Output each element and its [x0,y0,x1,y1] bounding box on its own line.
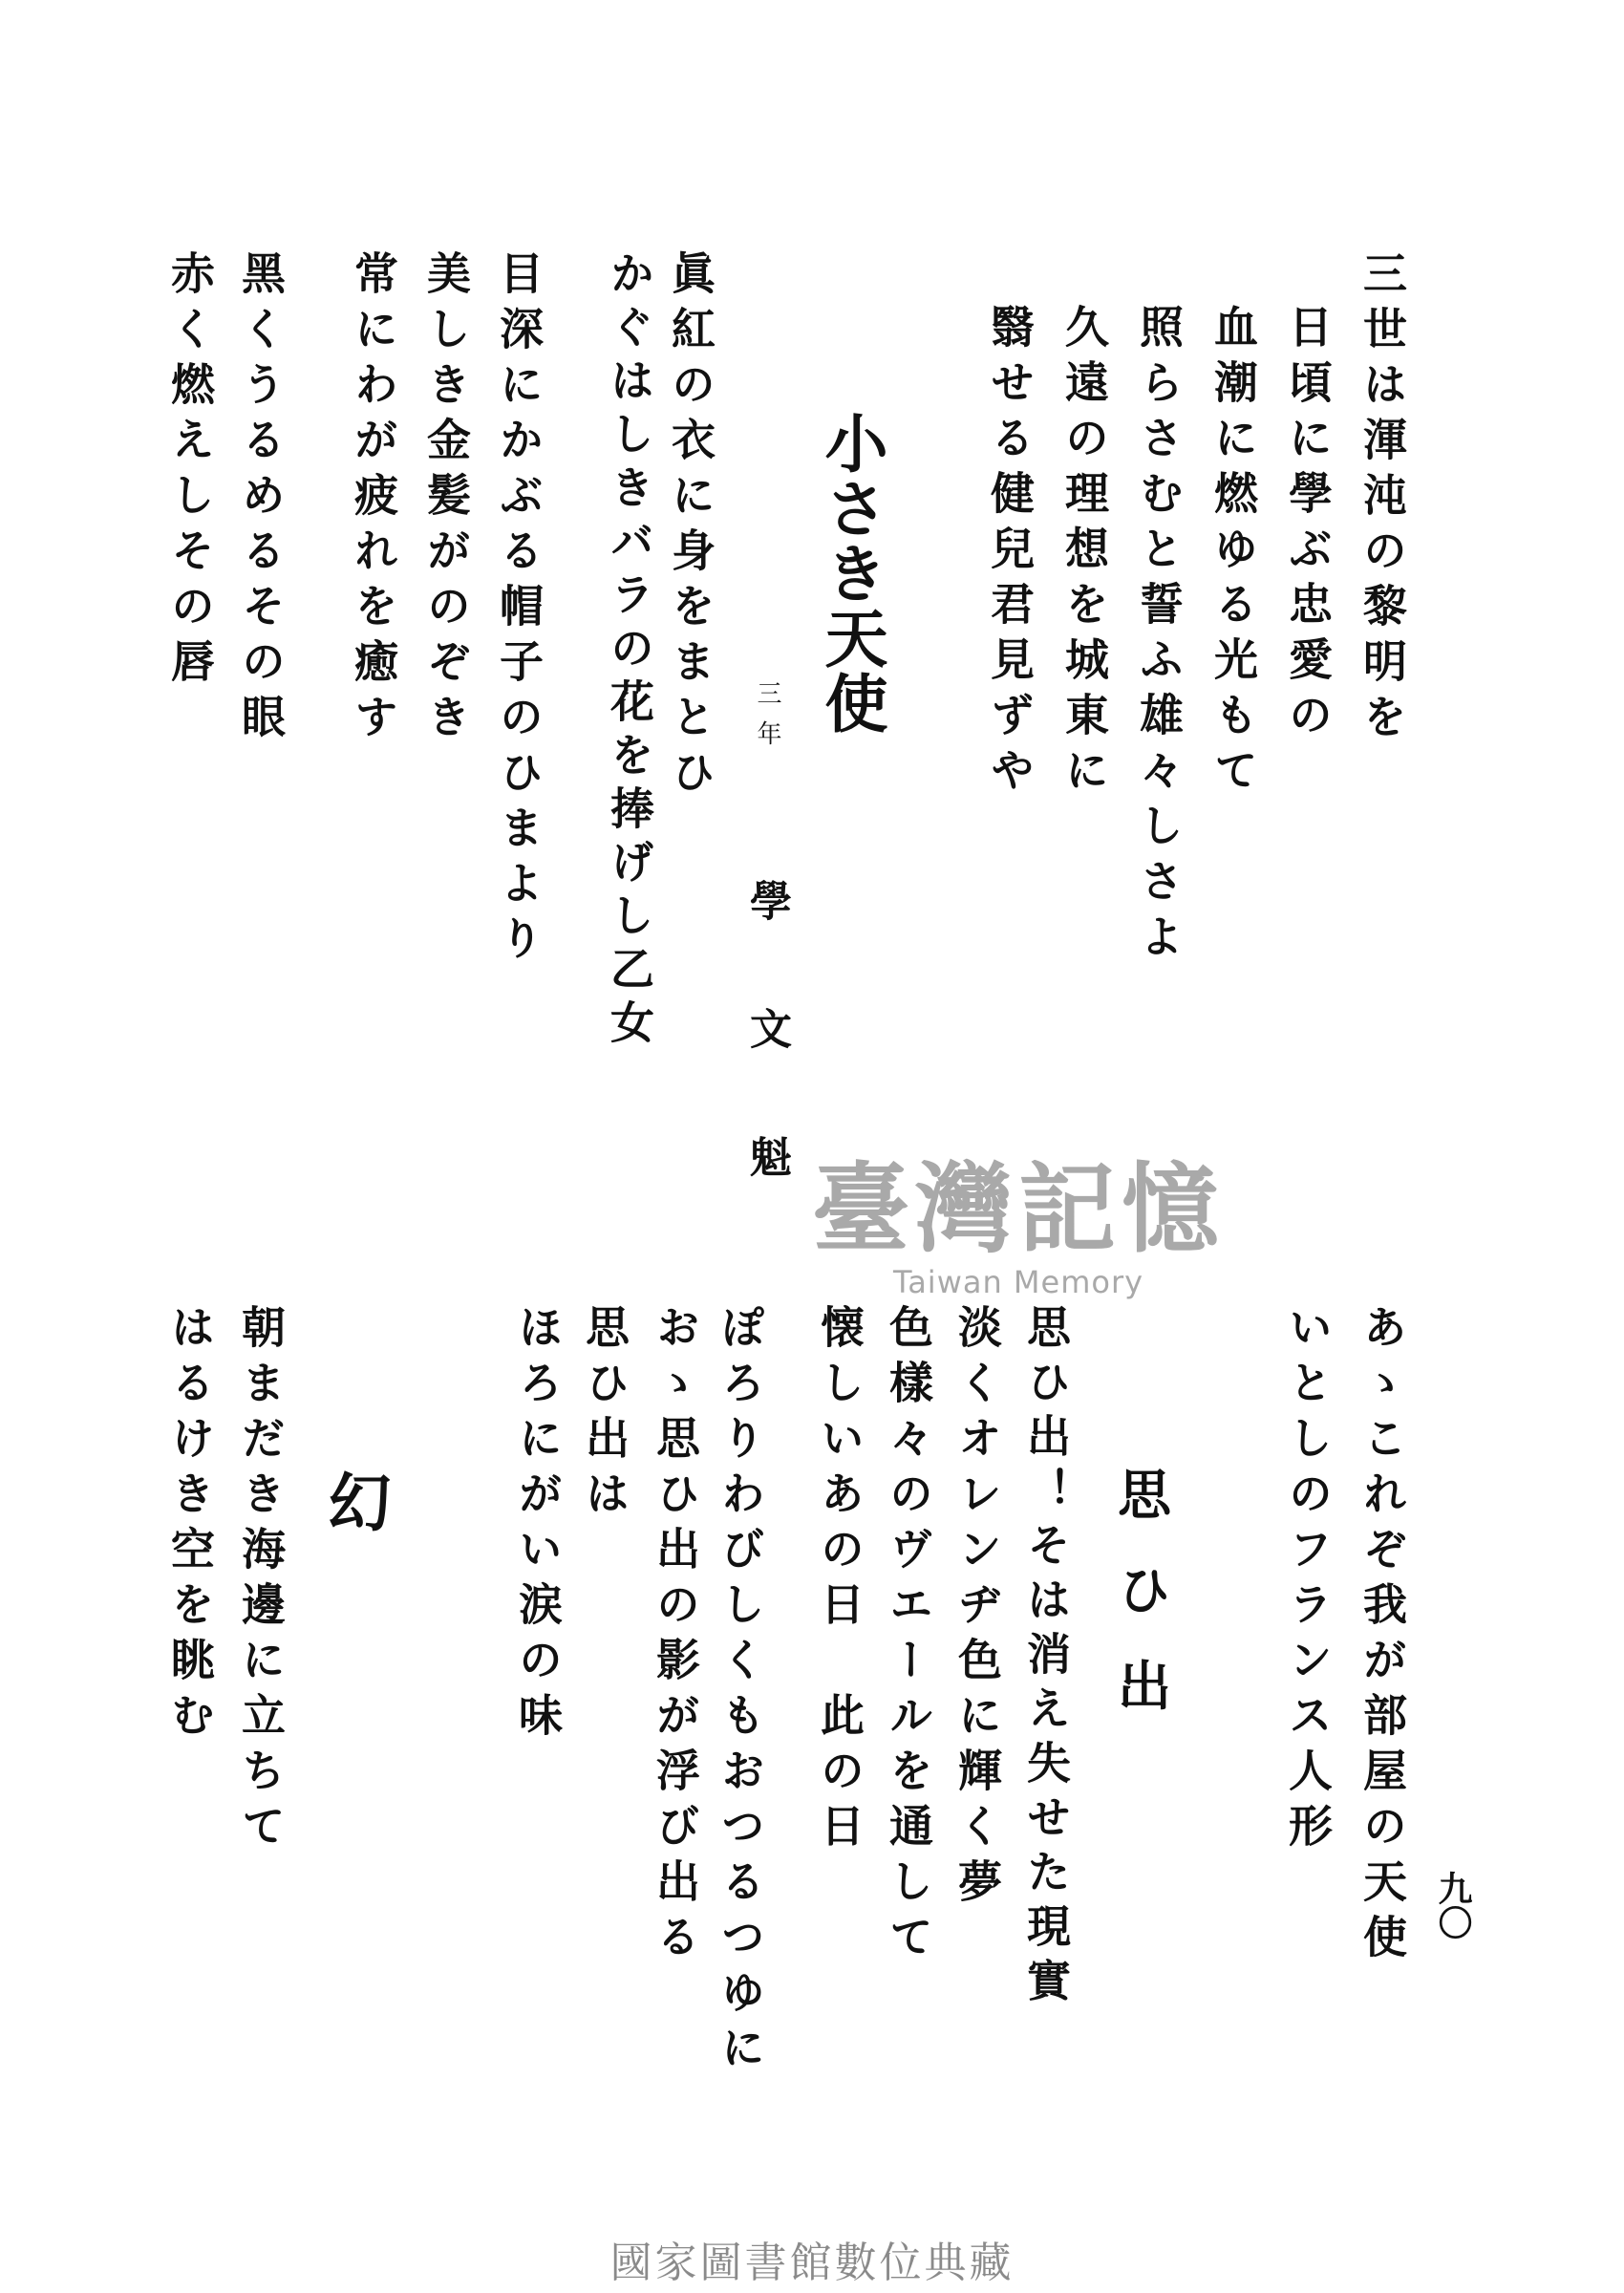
poem2-author-name: 學文魁 [742,879,791,1263]
poem3-intro-line-1: あゝこれぞ我が部屋の天使 [1357,1304,1408,1969]
poem4-title: 幻 [317,1469,392,1534]
poem2-line-6: 黑くうるめるその眼 [235,250,287,749]
poem3-line-2: 淡くオレンヂ色に輝く夢 [951,1304,1003,1914]
poem3-line-6: おゝ思ひ出の影が浮び出る [650,1304,701,1969]
poem3-line-3: 色樣々のヴエールを通して [883,1304,934,1969]
poem3-line-4: 懐しいあの日 此の日 [814,1304,865,1858]
poem1-line-3: 血潮に燃ゆる光もて [1207,304,1259,803]
poem3-line-1: 思ひ出！そは消え失せた現實 [1020,1304,1072,2012]
poem2-line-1: 眞紅の衣に身をまとひ [665,250,716,804]
watermark [812,1152,1225,1300]
poem3-line-5: ぽろりわびしくもおつるつゆに [715,1304,766,2080]
poem2-line-5: 常にわが疲れを癒す [348,250,399,749]
footer-library-credit: 國家圖書館數位典藏 [609,2239,1015,2287]
page-number: 九〇 [1433,1871,1473,1939]
poem2-line-4: 美しき金髪がのぞき [420,250,472,749]
poem2-line-7: 赤く燃えしその唇 [164,250,216,694]
poem1-line-5: 久遠の理想を城東に [1058,304,1110,803]
poem1-line-1: 三世は渾沌の黎明を [1357,250,1408,749]
poem3-title: 思ひ出 [1109,1467,1172,1753]
poem3-line-8: ほろにがい涙の味 [512,1304,564,1747]
poem1-line-2: 日頃に學ぶ忠愛の [1282,304,1334,747]
watermark-english-text: Taiwan Memory [892,1264,1144,1300]
poem2-line-2: かぐはしきバラの花を捧げし乙女 [604,250,655,1053]
poem2-title: 小さき天使 [814,411,888,736]
poem4-line-2: はるけき空を眺む [164,1304,216,1747]
poem3-line-7: 思ひ出は [579,1304,630,1526]
poem4-line-1: 朝まだき海邊に立ちて [235,1304,287,1858]
poem1-line-6: 翳せる健兒君見ずや [984,304,1036,803]
poem2-line-3: 目深にかぶる帽子のひまより [493,250,545,971]
poem2-author-grade: 三年 [753,680,781,761]
poem3-intro-line-2: いとしのフランス人形 [1282,1304,1334,1858]
poem1-line-4: 照らさむと誓ふ雄々しさよ [1133,304,1185,969]
watermark-chinese-text: 臺灣記憶 [812,1152,1225,1267]
